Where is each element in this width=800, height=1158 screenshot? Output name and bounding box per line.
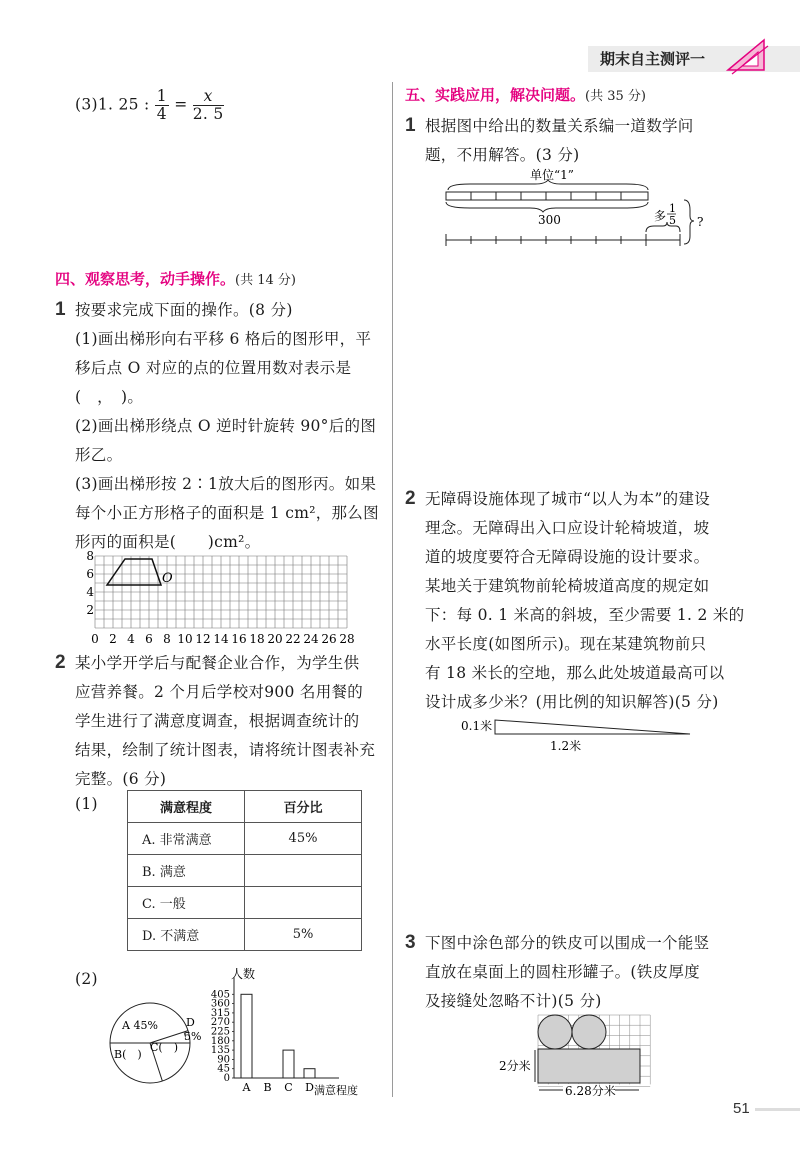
bar-ylabel: 人数 bbox=[231, 967, 256, 981]
page-number-bar bbox=[755, 1108, 800, 1111]
x-tick: 20 bbox=[267, 632, 283, 645]
bar-category-label: C bbox=[284, 1081, 293, 1094]
point-o-label: O bbox=[162, 571, 173, 586]
frac-den: 5 bbox=[669, 214, 676, 227]
bar-ytick-label: 45 bbox=[217, 1063, 230, 1075]
x-tick: 6 bbox=[145, 632, 153, 645]
table-cell: C. 一般 bbox=[128, 887, 245, 919]
section-4-title: 四、观察思考，动手操作。(共 14 分) bbox=[55, 270, 296, 288]
x-tick: 26 bbox=[321, 632, 337, 645]
x-tick: 18 bbox=[249, 632, 265, 645]
x-tick: 0 bbox=[91, 632, 99, 645]
pie-label-c: C( ) bbox=[150, 1041, 178, 1054]
bar-chart bbox=[200, 965, 390, 1098]
bar-ytick-label: 0 bbox=[223, 1073, 230, 1084]
section-5-title: 五、实践应用，解决问题。(共 35 分) bbox=[405, 86, 646, 104]
table-row bbox=[128, 855, 362, 887]
table-cell: A. 非常满意 bbox=[128, 823, 245, 855]
y-tick: 6 bbox=[86, 567, 94, 581]
ramp-diagram bbox=[455, 712, 705, 758]
side-rectangle bbox=[538, 1049, 640, 1083]
table-cell bbox=[245, 855, 362, 887]
page-header-title: 期末自主测评一 bbox=[600, 50, 706, 68]
ruler-triangle-icon bbox=[722, 36, 770, 76]
y-tick: 8 bbox=[86, 549, 94, 563]
question-body: 某小学开学后与配餐企业合作，为学生供 应营养餐。2 个月后学校对900 名用餐的 学生进行了满意度调查，根据调查统计的 结果，绘制了统计图表，请将统计图表补充 完整。(6 分) bbox=[75, 654, 376, 788]
circle-base-right bbox=[572, 1015, 606, 1049]
page-number: 51 bbox=[733, 1100, 750, 1117]
bar-ytick-label: 90 bbox=[217, 1054, 230, 1066]
table-header-cell: 百分比 bbox=[245, 791, 362, 823]
grid-x-ticks bbox=[91, 632, 354, 645]
question-number: 1 bbox=[405, 115, 416, 136]
grid-y-ticks bbox=[86, 549, 94, 617]
x-tick: 14 bbox=[213, 632, 229, 645]
x-tick: 24 bbox=[303, 632, 319, 645]
equals-sign: = bbox=[174, 95, 188, 114]
x-tick: 2 bbox=[109, 632, 117, 645]
table-row bbox=[128, 919, 362, 951]
pie-chart bbox=[100, 998, 210, 1088]
height-label: 2分米 bbox=[499, 1059, 531, 1073]
satisfaction-table bbox=[127, 790, 362, 951]
pie-label-b: B( ) bbox=[114, 1048, 142, 1061]
fraction-1-4: $\frac{1}{4}$ bbox=[156, 87, 167, 123]
table-cell: 45% bbox=[245, 823, 362, 855]
x-tick: 10 bbox=[177, 632, 193, 645]
trapezoid-grid bbox=[80, 545, 360, 645]
frac-num: 1 bbox=[669, 202, 676, 215]
bar-category-label: A bbox=[242, 1081, 251, 1094]
table-row bbox=[128, 887, 362, 919]
unit-bar bbox=[446, 192, 648, 200]
table-cell: B. 满意 bbox=[128, 855, 245, 887]
question-mark: ? bbox=[697, 215, 704, 229]
x-tick: 8 bbox=[163, 632, 171, 645]
width-label: 6.28分米 bbox=[565, 1084, 616, 1098]
cylinder-net-figure bbox=[495, 1010, 665, 1100]
bottom-brace bbox=[446, 202, 648, 212]
y-tick: 4 bbox=[86, 585, 94, 599]
question-number: 1 bbox=[55, 299, 66, 320]
question-title: 按要求完成下面的操作。(8 分) bbox=[75, 301, 293, 319]
fraction-x-2-5: $\frac{x}{2. 5}$ bbox=[192, 87, 224, 123]
table-cell: D. 不满意 bbox=[128, 919, 245, 951]
proportion-problem-3 bbox=[75, 88, 224, 123]
more-label: 多 bbox=[654, 209, 667, 223]
question-body: 根据图中给出的数量关系编一道数学问 题，不用解答。(3 分) bbox=[425, 117, 694, 164]
bar-a bbox=[241, 994, 252, 1078]
x-tick: 22 bbox=[285, 632, 301, 645]
circle-base-left bbox=[538, 1015, 572, 1049]
part-1-label: (1) bbox=[75, 795, 98, 813]
table-row bbox=[128, 823, 362, 855]
value-label: 300 bbox=[538, 213, 561, 227]
table-header-cell: 满意程度 bbox=[128, 791, 245, 823]
question-number: 2 bbox=[55, 652, 66, 673]
pie-callout-pct: 5% bbox=[184, 1030, 202, 1043]
question-number: 2 bbox=[405, 488, 416, 509]
y-tick: 2 bbox=[86, 603, 94, 617]
column-divider bbox=[392, 82, 393, 1097]
ramp-triangle bbox=[495, 720, 690, 734]
x-tick: 16 bbox=[231, 632, 247, 645]
bar-ytick-label: 405 bbox=[210, 989, 230, 1001]
bar-ytick-label: 270 bbox=[210, 1017, 230, 1029]
grid-lines bbox=[95, 556, 347, 628]
bar-ytick-label: 225 bbox=[210, 1026, 230, 1038]
x-tick: 12 bbox=[195, 632, 211, 645]
question-body: (1)画出梯形向右平移 6 格后的图形甲，平 移后点 O 对应的点的位置用数对表示是 ( ， )。 (2)画出梯形绕点 O 逆时针旋转 90°后的图 形乙。 (3)画出梯形按 2∶1放大后的图形丙。如果 每个小正方形格子的面积是 1 cm²，那么图 形丙的面积是( )cm²。 bbox=[75, 330, 379, 551]
proportion-prefix: (3)1. 25 : bbox=[75, 95, 150, 114]
unit-label: 单位“1” bbox=[530, 168, 574, 182]
ramp-length-label: 1.2米 bbox=[550, 739, 582, 753]
table-cell: 5% bbox=[245, 919, 362, 951]
question-body: 无障碍设施体现了城市“以人为本”的建设 理念。无障碍出入口应设计轮椅坡道，坡 道的坡度要符合无障碍设施的设计要求。 某地关于建筑物前轮椅坡道高度的规定如 下：每 0. 1 米高的斜坡，至少需要 1. 2 米的 水平长度(如图所示)。现在某建筑物前只 有 18 米长的空地，那么此处坡道最高可以 设计成多少米？(用比例的知识解答)(5 分) bbox=[425, 490, 745, 711]
bar-category-label: B bbox=[263, 1081, 272, 1094]
pie-label-a: A 45% bbox=[122, 1019, 158, 1032]
bar-ytick-label: 135 bbox=[210, 1045, 230, 1057]
bar-ytick-label: 180 bbox=[210, 1035, 230, 1047]
question-body: 下图中涂色部分的铁皮可以围成一个能竖 直放在桌面上的圆柱形罐子。(铁皮厚度 及接缝处忽略不计)(5 分) bbox=[425, 934, 710, 1010]
pie-callout-d: D bbox=[186, 1016, 195, 1029]
trapezoid bbox=[107, 559, 161, 585]
x-tick: 4 bbox=[127, 632, 135, 645]
bar-chart-marks bbox=[211, 977, 339, 1094]
bar-d bbox=[304, 1069, 315, 1078]
right-brace bbox=[684, 200, 694, 244]
bar-ytick-label: 315 bbox=[210, 1007, 230, 1019]
table-header-row bbox=[128, 791, 362, 823]
bar-xlabel: 满意程度 bbox=[314, 1084, 358, 1097]
segment-diagram bbox=[440, 166, 720, 250]
x-tick: 28 bbox=[339, 632, 355, 645]
question-number: 3 bbox=[405, 932, 416, 953]
bar-category-label: D bbox=[305, 1081, 314, 1094]
table-cell bbox=[245, 887, 362, 919]
bar-c bbox=[283, 1050, 294, 1078]
bar-ytick-label: 360 bbox=[210, 998, 230, 1010]
ramp-height-label: 0.1米 bbox=[461, 719, 493, 733]
part-2-label: (2) bbox=[75, 970, 98, 988]
